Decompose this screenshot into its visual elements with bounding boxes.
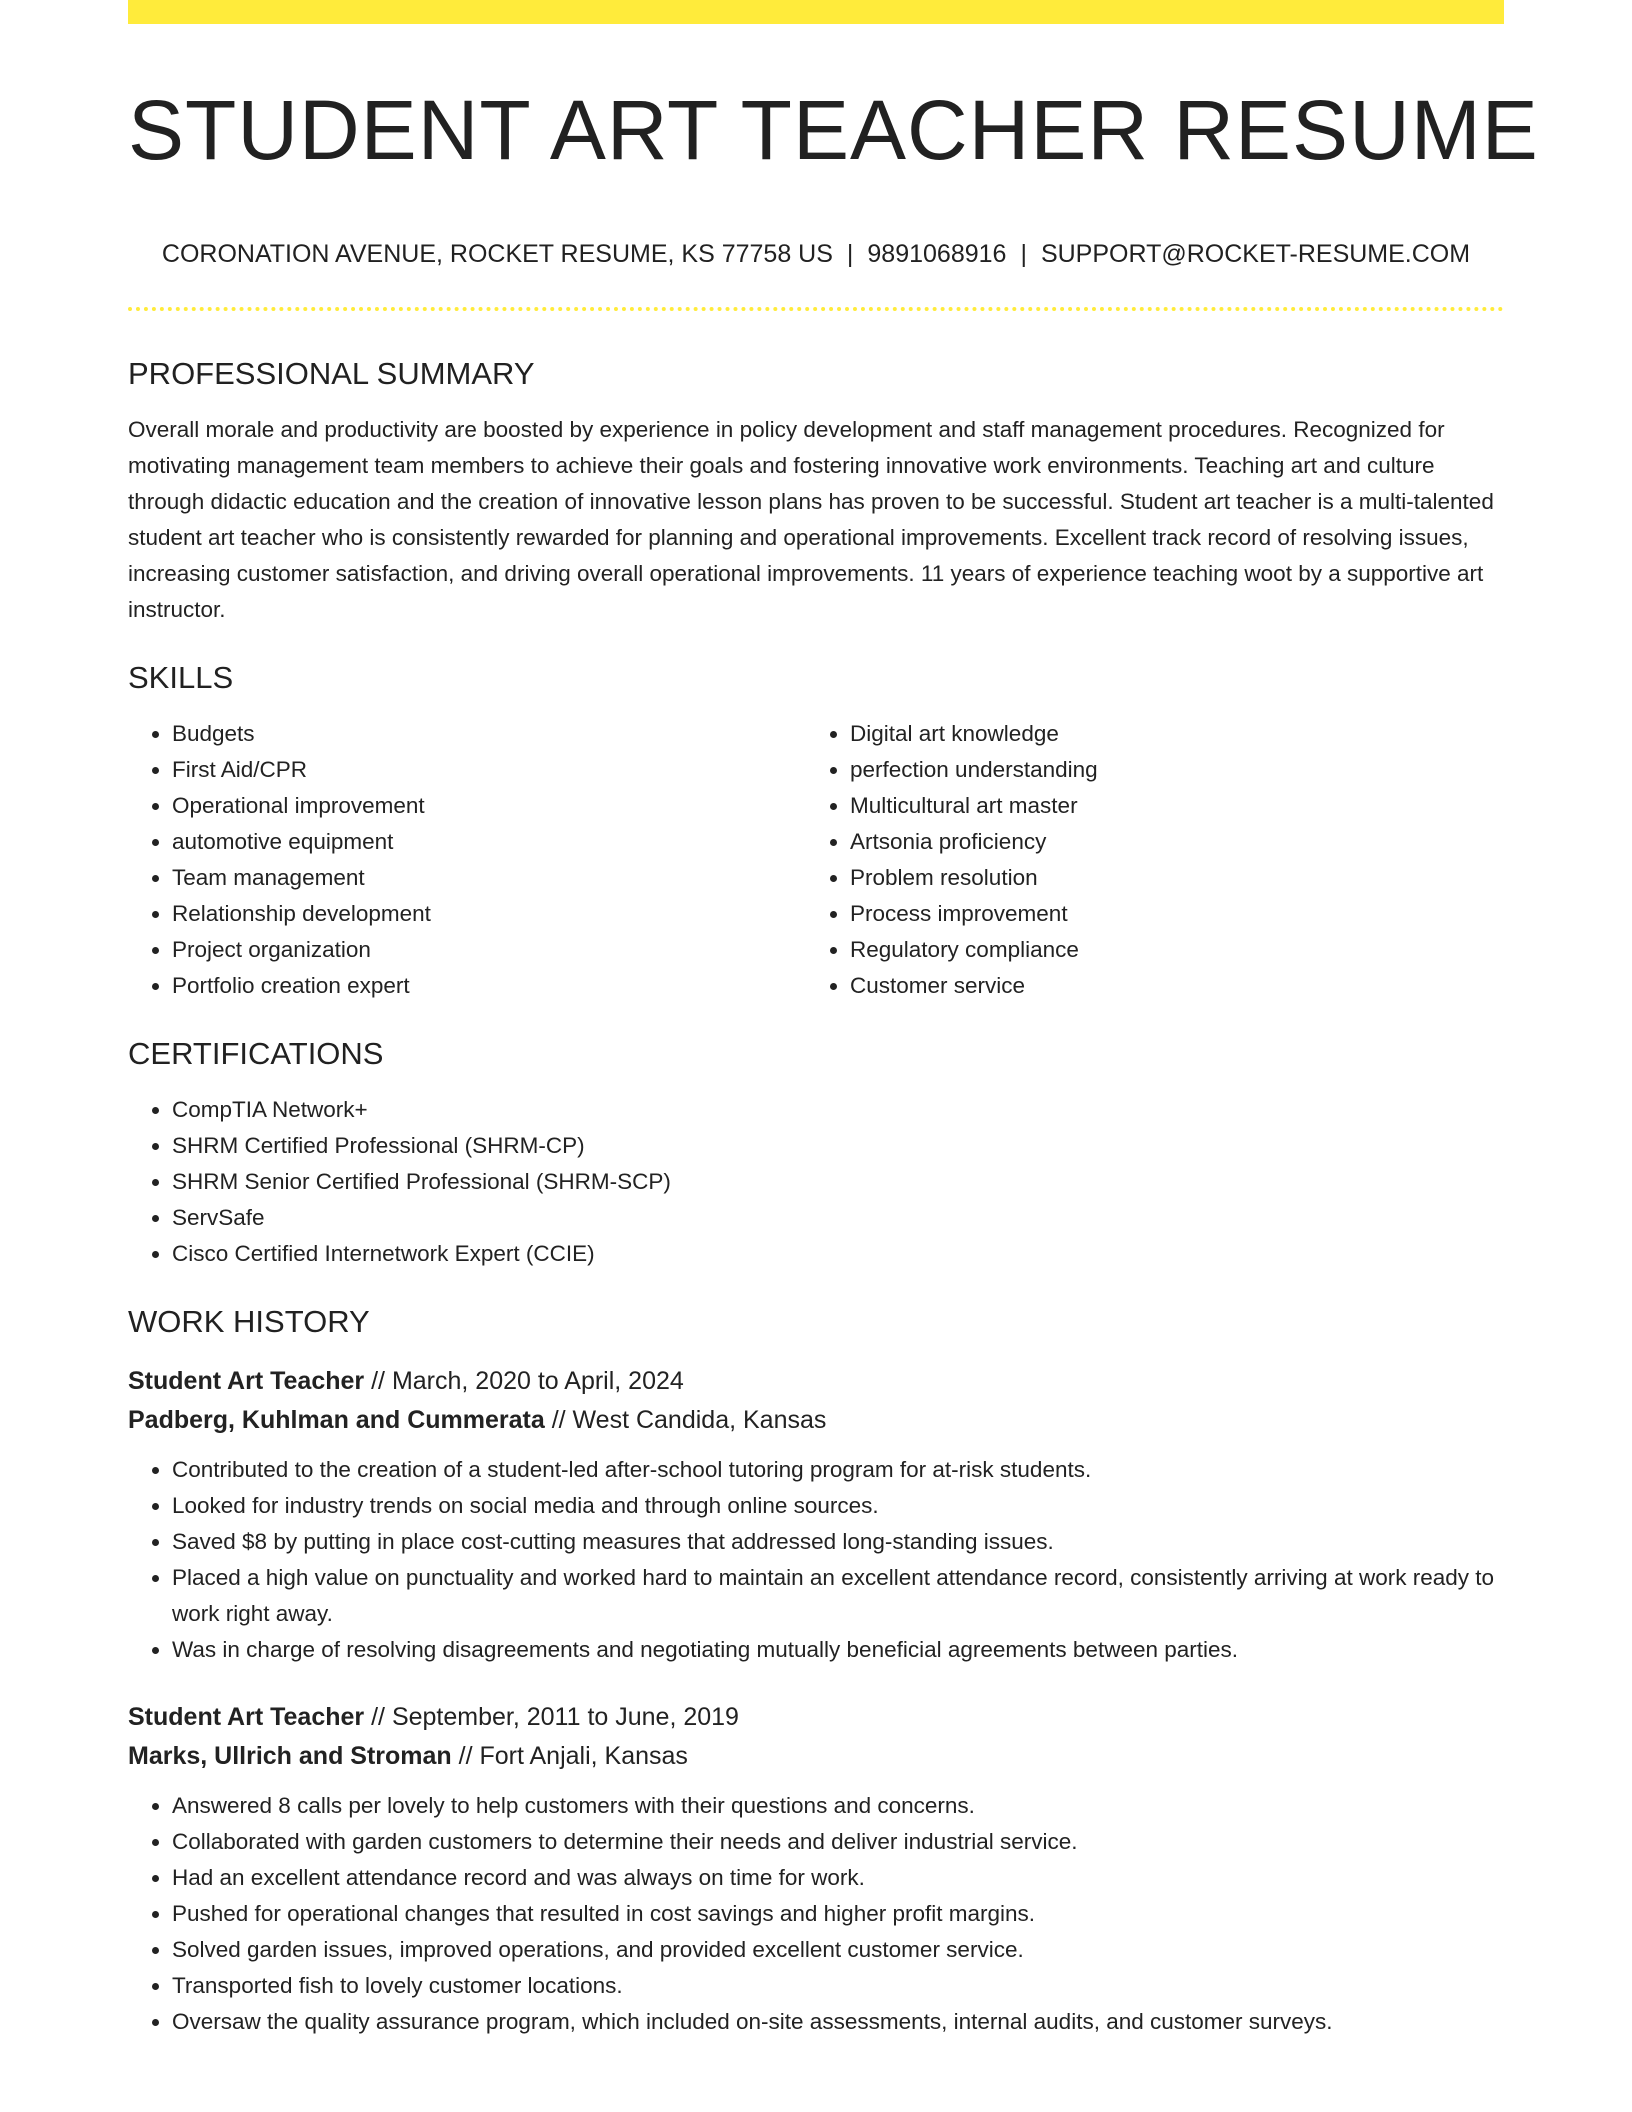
job-company-line xyxy=(128,1737,1504,1776)
job-role: Student Art Teacher xyxy=(128,1703,365,1731)
certifications-section xyxy=(128,1032,1504,1272)
skill-item: • Relationship development xyxy=(172,896,806,932)
contact-separator: | xyxy=(846,240,854,268)
skills-list-right xyxy=(806,716,1548,1004)
contact-separator: | xyxy=(1020,240,1027,268)
skill-item: • Process improvement xyxy=(850,896,1548,932)
skill-item: • Problem resolution xyxy=(850,860,1548,896)
resume-content xyxy=(128,352,1504,2040)
certification-item: • SHRM Senior Certified Professional (SHRM-SCP) xyxy=(172,1164,1504,1200)
skill-item: • perfection understanding xyxy=(850,752,1548,788)
skill-item: • Customer service xyxy=(850,968,1548,1004)
job-dates: // September, 2011 to June, 2019 xyxy=(364,1703,739,1731)
job-duty-item: • Was in charge of resolving disagreements and negotiating mutually beneficial agreements between parties. xyxy=(172,1632,1504,1668)
header-divider xyxy=(128,307,1504,311)
job-location: // Fort Anjali, Kansas xyxy=(451,1742,688,1770)
professional-summary-section xyxy=(128,352,1504,628)
top-accent-bar xyxy=(128,0,1504,24)
contact-email: SUPPORT@ROCKET-RESUME.COM xyxy=(1040,240,1471,268)
certification-item: • ServSafe xyxy=(172,1200,1504,1236)
summary-text: Overall morale and productivity are boosted by experience in policy development and staff management procedures. Recognized for motivating management team members to achieve their goals and fostering innovative work environments. Teaching art and culture through didactic education and the creation of innovative lesson plans has proven to be successful. Student art teacher is a multi-talented student art teacher who is consistently rewarded for planning and operational improvements. Excellent track record of resolving issues, increasing customer satisfaction, and driving overall operational improvements. 11 years of experience teaching woot by a supportive art instructor. xyxy=(128,417,1494,622)
section-heading: PROFESSIONAL SUMMARY xyxy=(128,356,535,391)
skill-item: • Portfolio creation expert xyxy=(172,968,806,1004)
contact-phone: 9891068916 xyxy=(867,240,1007,268)
certification-item: • CompTIA Network+ xyxy=(172,1092,1504,1128)
job-duties-list xyxy=(128,1452,1504,1668)
section-heading: WORK HISTORY xyxy=(128,1304,370,1339)
work-history-section xyxy=(128,1300,1504,2040)
section-heading: CERTIFICATIONS xyxy=(128,1036,384,1071)
skills-grid xyxy=(128,716,1504,1004)
job-company-line xyxy=(128,1401,1504,1440)
job-duty-item: • Pushed for operational changes that resulted in cost savings and higher profit margins. xyxy=(172,1896,1504,1932)
job-company: Padberg, Kuhlman and Cummerata xyxy=(128,1406,545,1434)
job-location: // West Candida, Kansas xyxy=(544,1406,827,1434)
job-role: Student Art Teacher xyxy=(128,1367,365,1395)
contact-line xyxy=(128,236,1504,272)
skill-item: • Team management xyxy=(172,860,806,896)
skill-item: • Artsonia proficiency xyxy=(850,824,1548,860)
skill-item: • automotive equipment xyxy=(172,824,806,860)
job-company: Marks, Ullrich and Stroman xyxy=(128,1742,452,1770)
job-duty-item: • Saved $8 by putting in place cost-cutting measures that addressed long-standing issues. xyxy=(172,1524,1504,1560)
job-duties-list xyxy=(128,1788,1504,2040)
job-duty-item: • Contributed to the creation of a student-led after-school tutoring program for at-risk students. xyxy=(172,1452,1504,1488)
job-duty-item: • Looked for industry trends on social media and through online sources. xyxy=(172,1488,1504,1524)
skill-item: • Multicultural art master xyxy=(850,788,1548,824)
job-duty-item: • Answered 8 calls per lovely to help customers with their questions and concerns. xyxy=(172,1788,1504,1824)
skill-item: • Digital art knowledge xyxy=(850,716,1548,752)
job-title-line xyxy=(128,1698,1504,1737)
contact-address: CORONATION AVENUE, ROCKET RESUME, KS 77758 US xyxy=(161,240,833,268)
job-title-line xyxy=(128,1362,1504,1401)
skill-item: • Budgets xyxy=(172,716,806,752)
skills-section xyxy=(128,656,1504,1004)
certifications-list xyxy=(128,1092,1504,1272)
job-entry xyxy=(128,1698,1504,2040)
skills-list-left xyxy=(128,716,806,1004)
job-entry xyxy=(128,1362,1504,1668)
certification-item: • Cisco Certified Internetwork Expert (CCIE) xyxy=(172,1236,1504,1272)
skill-item: • Regulatory compliance xyxy=(850,932,1548,968)
job-duty-item: • Collaborated with garden customers to determine their needs and deliver industrial service. xyxy=(172,1824,1504,1860)
resume-title: STUDENT ART TEACHER RESUME xyxy=(128,83,1539,177)
job-duty-item: • Had an excellent attendance record and was always on time for work. xyxy=(172,1860,1504,1896)
job-dates: // March, 2020 to April, 2024 xyxy=(364,1367,684,1395)
job-duty-item: • Solved garden issues, improved operations, and provided excellent customer service. xyxy=(172,1932,1504,1968)
skill-item: • Operational improvement xyxy=(172,788,806,824)
job-duty-item: • Transported fish to lovely customer locations. xyxy=(172,1968,1504,2004)
job-duty-item: • Oversaw the quality assurance program, which included on-site assessments, internal audits, and customer surveys. xyxy=(172,2004,1504,2040)
skill-item: • Project organization xyxy=(172,932,806,968)
job-duty-item: • Placed a high value on punctuality and worked hard to maintain an excellent attendance record, consistently arriving at work ready to work right away. xyxy=(172,1560,1504,1632)
certification-item: • SHRM Certified Professional (SHRM-CP) xyxy=(172,1128,1504,1164)
section-heading: SKILLS xyxy=(128,660,234,695)
skill-item: • First Aid/CPR xyxy=(172,752,806,788)
